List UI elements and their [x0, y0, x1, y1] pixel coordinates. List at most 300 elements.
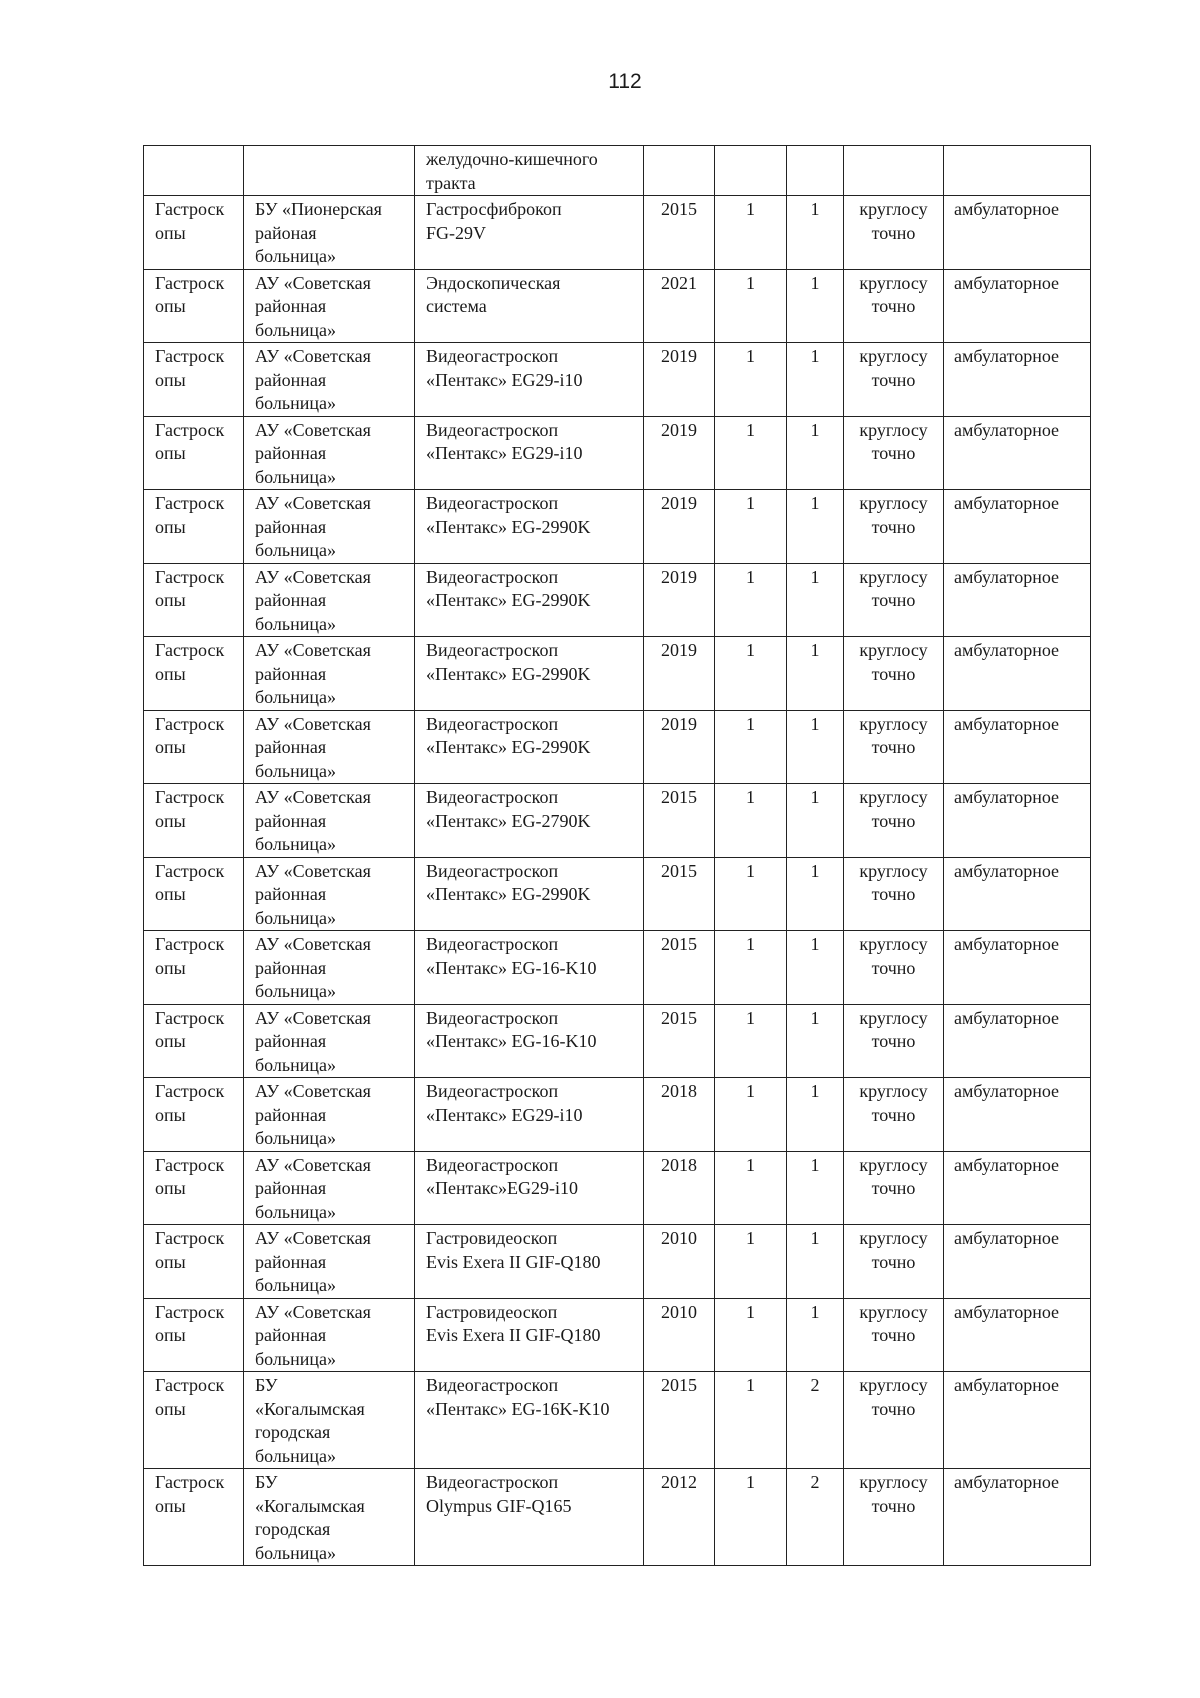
- organization-line: районная: [255, 957, 327, 978]
- count-cell: 1: [787, 416, 844, 490]
- model-line: «Пентакс» EG-2990K: [426, 663, 591, 684]
- model-line: Видеогастроскоп: [426, 419, 559, 440]
- equipment-type-line: опы: [155, 1178, 186, 1198]
- schedule-line: точно: [871, 884, 916, 904]
- schedule-line: круглосу: [859, 1375, 928, 1395]
- model-cell: [415, 1078, 644, 1152]
- year-cell: 2012: [644, 1469, 715, 1566]
- organization-line: «Когалымская: [255, 1398, 365, 1419]
- quantity-cell: 1: [715, 490, 787, 564]
- organization-line: АУ «Советская: [255, 346, 371, 366]
- schedule-line: круглосу: [859, 566, 928, 587]
- equipment-type-line: Гастроск: [155, 713, 225, 734]
- model-line: Видеогастроскоп: [426, 713, 559, 734]
- organization-cell: [244, 269, 415, 343]
- quantity-cell: 1: [715, 1372, 787, 1469]
- year-cell: 2019: [644, 710, 715, 784]
- organization-line: районная: [255, 737, 327, 757]
- schedule-cell: [844, 196, 944, 270]
- model-cell: [415, 416, 644, 490]
- quantity-cell: 1: [715, 343, 787, 417]
- schedule-line: точно: [871, 1398, 916, 1419]
- care-type-cell: амбулаторное: [944, 1004, 1091, 1078]
- model-line: «Пентакс» EG-16-K10: [426, 1031, 597, 1051]
- schedule-line: точно: [871, 516, 916, 537]
- schedule-line: точно: [871, 296, 916, 316]
- model-cell: [415, 710, 644, 784]
- organization-line: районная: [255, 1031, 327, 1051]
- equipment-type-line: опы: [155, 1104, 186, 1125]
- model-cell: [415, 146, 644, 196]
- care-type-cell: амбулаторное: [944, 490, 1091, 564]
- quantity-cell: 1: [715, 196, 787, 270]
- care-type-cell: амбулаторное: [944, 1372, 1091, 1469]
- model-line: Видеогастроскоп: [426, 566, 559, 587]
- model-line: Видеогастроскоп: [426, 346, 559, 366]
- organization-cell: [244, 563, 415, 637]
- care-type-cell: амбулаторное: [944, 857, 1091, 931]
- organization-line: больница»: [255, 981, 336, 1001]
- equipment-type-cell: [144, 710, 244, 784]
- model-line: Гастросфиброкоп: [426, 199, 562, 219]
- organization-line: АУ «Советская: [255, 640, 371, 660]
- schedule-line: круглосу: [859, 493, 928, 513]
- equipment-type-cell: [144, 146, 244, 196]
- equipment-type-cell: [144, 196, 244, 270]
- schedule-cell: [844, 784, 944, 858]
- organization-cell: [244, 416, 415, 490]
- organization-line: АУ «Советская: [255, 787, 371, 807]
- organization-line: больница»: [255, 540, 336, 560]
- equipment-table: [143, 145, 1091, 1566]
- year-cell: 2015: [644, 857, 715, 931]
- model-line: «Пентакс» EG-2990K: [426, 884, 591, 904]
- organization-cell: [244, 1078, 415, 1152]
- schedule-cell: [844, 637, 944, 711]
- organization-line: районная: [255, 516, 327, 537]
- care-type-cell: амбулаторное: [944, 416, 1091, 490]
- quantity-cell: 1: [715, 931, 787, 1005]
- year-cell: 2019: [644, 416, 715, 490]
- year-cell: 2021: [644, 269, 715, 343]
- count-cell: 1: [787, 563, 844, 637]
- care-type-cell: амбулаторное: [944, 343, 1091, 417]
- table-row: [144, 931, 1091, 1005]
- equipment-type-line: Гастроск: [155, 860, 225, 881]
- equipment-type-line: Гастроск: [155, 1007, 225, 1028]
- organization-line: БУ «Пионерская: [255, 199, 382, 219]
- equipment-type-cell: [144, 1004, 244, 1078]
- organization-line: АУ «Советская: [255, 1154, 371, 1175]
- year-cell: [644, 146, 715, 196]
- organization-line: больница»: [255, 1128, 336, 1148]
- equipment-type-line: опы: [155, 443, 186, 463]
- model-cell: [415, 1004, 644, 1078]
- equipment-type-cell: [144, 784, 244, 858]
- schedule-cell: [844, 710, 944, 784]
- model-line: Видеогастроскоп: [426, 640, 559, 660]
- model-cell: [415, 196, 644, 270]
- quantity-cell: 1: [715, 1078, 787, 1152]
- year-cell: 2015: [644, 1004, 715, 1078]
- organization-line: больница»: [255, 1348, 336, 1369]
- quantity-cell: [715, 146, 787, 196]
- equipment-type-line: опы: [155, 1398, 186, 1419]
- count-cell: 1: [787, 196, 844, 270]
- table-row: [144, 1298, 1091, 1372]
- care-type-cell: амбулаторное: [944, 1151, 1091, 1225]
- model-line: желудочно-кишечного: [426, 149, 598, 169]
- schedule-line: круглосу: [859, 419, 928, 440]
- organization-line: БУ: [255, 1375, 278, 1395]
- model-line: Видеогастроскоп: [426, 493, 559, 513]
- schedule-line: круглосу: [859, 1154, 928, 1175]
- organization-cell: [244, 1372, 415, 1469]
- equipment-type-line: опы: [155, 590, 186, 610]
- schedule-line: точно: [871, 1178, 916, 1198]
- organization-cell: [244, 196, 415, 270]
- care-type-cell: амбулаторное: [944, 784, 1091, 858]
- organization-cell: [244, 710, 415, 784]
- quantity-cell: 1: [715, 1225, 787, 1299]
- organization-line: БУ: [255, 1472, 278, 1492]
- schedule-line: точно: [871, 443, 916, 463]
- table-body: [144, 146, 1091, 1566]
- model-line: Эндоскопическая: [426, 272, 561, 293]
- count-cell: 1: [787, 1151, 844, 1225]
- organization-line: больница»: [255, 760, 336, 781]
- equipment-type-line: опы: [155, 222, 186, 243]
- care-type-cell: [944, 146, 1091, 196]
- equipment-type-line: опы: [155, 1325, 186, 1345]
- organization-line: больница»: [255, 466, 336, 487]
- care-type-cell: амбулаторное: [944, 1078, 1091, 1152]
- organization-line: больница»: [255, 246, 336, 266]
- model-line: Evis Exera II GIF-Q180: [426, 1251, 601, 1272]
- schedule-line: точно: [871, 1031, 916, 1051]
- schedule-line: круглосу: [859, 640, 928, 660]
- schedule-cell: [844, 1151, 944, 1225]
- count-cell: 1: [787, 1298, 844, 1372]
- equipment-type-line: опы: [155, 957, 186, 978]
- year-cell: 2010: [644, 1225, 715, 1299]
- organization-line: «Когалымская: [255, 1495, 365, 1516]
- organization-line: больница»: [255, 1054, 336, 1075]
- equipment-type-line: опы: [155, 369, 186, 390]
- schedule-cell: [844, 269, 944, 343]
- equipment-type-line: опы: [155, 663, 186, 684]
- organization-line: городская: [255, 1519, 331, 1539]
- organization-line: больница»: [255, 1445, 336, 1466]
- count-cell: 1: [787, 784, 844, 858]
- equipment-type-line: опы: [155, 516, 186, 537]
- organization-cell: [244, 1151, 415, 1225]
- equipment-type-line: опы: [155, 810, 186, 831]
- organization-line: АУ «Советская: [255, 1007, 371, 1028]
- equipment-type-line: Гастроск: [155, 199, 225, 219]
- quantity-cell: 1: [715, 637, 787, 711]
- year-cell: 2019: [644, 637, 715, 711]
- model-cell: [415, 563, 644, 637]
- model-line: «Пентакс» EG-16-K10: [426, 957, 597, 978]
- schedule-cell: [844, 1004, 944, 1078]
- table-row: [144, 563, 1091, 637]
- care-type-cell: амбулаторное: [944, 563, 1091, 637]
- organization-line: больница»: [255, 687, 336, 707]
- equipment-type-cell: [144, 416, 244, 490]
- equipment-type-cell: [144, 1469, 244, 1566]
- equipment-type-cell: [144, 931, 244, 1005]
- model-line: Видеогастроскоп: [426, 1375, 559, 1395]
- equipment-type-line: Гастроск: [155, 1154, 225, 1175]
- page-number: 112: [608, 70, 642, 93]
- schedule-line: круглосу: [859, 199, 928, 219]
- equipment-type-line: Гастроск: [155, 640, 225, 660]
- equipment-type-line: Гастроск: [155, 1375, 225, 1395]
- organization-line: АУ «Советская: [255, 1228, 371, 1248]
- schedule-cell: [844, 563, 944, 637]
- model-cell: [415, 1372, 644, 1469]
- equipment-type-line: Гастроск: [155, 493, 225, 513]
- schedule-line: точно: [871, 737, 916, 757]
- table-row: [144, 637, 1091, 711]
- schedule-line: точно: [871, 1104, 916, 1125]
- model-line: «Пентакс» EG-2990K: [426, 516, 591, 537]
- equipment-type-line: Гастроск: [155, 1472, 225, 1492]
- schedule-cell: [844, 1225, 944, 1299]
- model-cell: [415, 343, 644, 417]
- organization-cell: [244, 146, 415, 196]
- equipment-type-line: опы: [155, 1031, 186, 1051]
- equipment-type-cell: [144, 1298, 244, 1372]
- schedule-line: круглосу: [859, 787, 928, 807]
- year-cell: 2018: [644, 1078, 715, 1152]
- schedule-cell: [844, 490, 944, 564]
- care-type-cell: амбулаторное: [944, 1298, 1091, 1372]
- care-type-cell: амбулаторное: [944, 269, 1091, 343]
- organization-line: районная: [255, 810, 327, 831]
- organization-line: больница»: [255, 1542, 336, 1563]
- count-cell: 1: [787, 931, 844, 1005]
- schedule-line: круглосу: [859, 1472, 928, 1492]
- schedule-line: круглосу: [859, 1081, 928, 1101]
- table-row: [144, 269, 1091, 343]
- table-row: [144, 416, 1091, 490]
- schedule-line: круглосу: [859, 1228, 928, 1248]
- count-cell: 1: [787, 269, 844, 343]
- equipment-type-cell: [144, 269, 244, 343]
- table-row: [144, 857, 1091, 931]
- model-line: Видеогастроскоп: [426, 1007, 559, 1028]
- table-row: [144, 1225, 1091, 1299]
- model-line: Видеогастроскоп: [426, 934, 559, 954]
- schedule-line: круглосу: [859, 934, 928, 954]
- model-line: Видеогастроскоп: [426, 1081, 559, 1101]
- care-type-cell: амбулаторное: [944, 1225, 1091, 1299]
- model-cell: [415, 784, 644, 858]
- organization-line: больница»: [255, 1201, 336, 1222]
- organization-line: АУ «Советская: [255, 1081, 371, 1101]
- equipment-type-line: Гастроск: [155, 566, 225, 587]
- equipment-type-line: Гастроск: [155, 346, 225, 366]
- care-type-cell: амбулаторное: [944, 710, 1091, 784]
- table-row: [144, 1078, 1091, 1152]
- organization-line: районная: [255, 1325, 327, 1345]
- year-cell: 2015: [644, 196, 715, 270]
- care-type-cell: амбулаторное: [944, 196, 1091, 270]
- care-type-cell: амбулаторное: [944, 637, 1091, 711]
- organization-line: больница»: [255, 319, 336, 340]
- year-cell: 2010: [644, 1298, 715, 1372]
- count-cell: 1: [787, 343, 844, 417]
- equipment-type-line: опы: [155, 884, 186, 904]
- model-line: FG-29V: [426, 222, 487, 243]
- count-cell: 1: [787, 857, 844, 931]
- equipment-type-cell: [144, 490, 244, 564]
- organization-line: районная: [255, 590, 327, 610]
- table-row: [144, 1004, 1091, 1078]
- model-line: «Пентакс» EG29-i10: [426, 1104, 583, 1125]
- schedule-cell: [844, 857, 944, 931]
- schedule-line: точно: [871, 1251, 916, 1272]
- schedule-line: круглосу: [859, 860, 928, 881]
- organization-line: городская: [255, 1422, 331, 1442]
- equipment-type-cell: [144, 563, 244, 637]
- model-line: Evis Exera II GIF-Q180: [426, 1325, 601, 1345]
- organization-cell: [244, 490, 415, 564]
- schedule-line: круглосу: [859, 1301, 928, 1322]
- schedule-line: круглосу: [859, 346, 928, 366]
- schedule-cell: [844, 931, 944, 1005]
- model-line: «Пентакс» EG-16K-K10: [426, 1398, 610, 1419]
- model-cell: [415, 269, 644, 343]
- model-line: Видеогастроскоп: [426, 1472, 559, 1492]
- organization-cell: [244, 1469, 415, 1566]
- equipment-type-line: Гастроск: [155, 1228, 225, 1248]
- organization-line: районная: [255, 369, 327, 390]
- organization-line: больница»: [255, 1275, 336, 1295]
- schedule-cell: [844, 1372, 944, 1469]
- table-row: [144, 196, 1091, 270]
- organization-line: районная: [255, 1251, 327, 1272]
- model-cell: [415, 1298, 644, 1372]
- schedule-line: круглосу: [859, 1007, 928, 1028]
- quantity-cell: 1: [715, 784, 787, 858]
- count-cell: 1: [787, 637, 844, 711]
- schedule-cell: [844, 1469, 944, 1566]
- care-type-cell: амбулаторное: [944, 1469, 1091, 1566]
- model-line: Гастровидеоскоп: [426, 1228, 558, 1248]
- model-cell: [415, 1469, 644, 1566]
- count-cell: 2: [787, 1372, 844, 1469]
- count-cell: [787, 146, 844, 196]
- schedule-line: точно: [871, 957, 916, 978]
- model-line: «Пентакс» EG-2790K: [426, 810, 591, 831]
- equipment-type-cell: [144, 1078, 244, 1152]
- schedule-line: круглосу: [859, 713, 928, 734]
- model-line: Видеогастроскоп: [426, 860, 559, 881]
- model-cell: [415, 1225, 644, 1299]
- organization-line: АУ «Советская: [255, 934, 371, 954]
- quantity-cell: 1: [715, 1298, 787, 1372]
- model-line: Видеогастроскоп: [426, 787, 559, 807]
- organization-line: АУ «Советская: [255, 1301, 371, 1322]
- quantity-cell: 1: [715, 1004, 787, 1078]
- table-row: [144, 1151, 1091, 1225]
- quantity-cell: 1: [715, 1151, 787, 1225]
- schedule-cell: [844, 343, 944, 417]
- model-line: «Пентакс»EG29-i10: [426, 1178, 578, 1198]
- equipment-type-cell: [144, 637, 244, 711]
- schedule-line: точно: [871, 663, 916, 684]
- schedule-line: точно: [871, 590, 916, 610]
- model-cell: [415, 1151, 644, 1225]
- organization-cell: [244, 931, 415, 1005]
- schedule-line: точно: [871, 1495, 916, 1516]
- model-line: тракта: [426, 172, 476, 193]
- model-line: Видеогастроскоп: [426, 1154, 559, 1175]
- equipment-type-cell: [144, 1225, 244, 1299]
- quantity-cell: 1: [715, 857, 787, 931]
- schedule-line: точно: [871, 222, 916, 243]
- table-row: [144, 146, 1091, 196]
- equipment-type-cell: [144, 857, 244, 931]
- table-row: [144, 343, 1091, 417]
- organization-cell: [244, 343, 415, 417]
- count-cell: 2: [787, 1469, 844, 1566]
- organization-cell: [244, 784, 415, 858]
- count-cell: 1: [787, 1004, 844, 1078]
- equipment-type-line: Гастроск: [155, 934, 225, 954]
- organization-line: АУ «Советская: [255, 493, 371, 513]
- equipment-type-cell: [144, 1372, 244, 1469]
- organization-cell: [244, 1298, 415, 1372]
- table-row: [144, 710, 1091, 784]
- equipment-type-line: Гастроск: [155, 787, 225, 807]
- schedule-cell: [844, 416, 944, 490]
- equipment-type-cell: [144, 343, 244, 417]
- year-cell: 2019: [644, 490, 715, 564]
- table-row: [144, 490, 1091, 564]
- organization-line: больница»: [255, 393, 336, 413]
- organization-line: АУ «Советская: [255, 713, 371, 734]
- organization-line: АУ «Советская: [255, 860, 371, 881]
- model-line: система: [426, 296, 487, 316]
- model-line: «Пентакс» EG29-i10: [426, 369, 583, 390]
- organization-line: районная: [255, 1178, 327, 1198]
- model-line: Гастровидеоскоп: [426, 1301, 558, 1322]
- organization-cell: [244, 857, 415, 931]
- organization-line: районная: [255, 663, 327, 684]
- quantity-cell: 1: [715, 416, 787, 490]
- organization-cell: [244, 1004, 415, 1078]
- table-row: [144, 784, 1091, 858]
- organization-line: больница»: [255, 613, 336, 634]
- model-line: «Пентакс» EG-2990K: [426, 737, 591, 757]
- organization-line: больница»: [255, 907, 336, 928]
- count-cell: 1: [787, 1225, 844, 1299]
- organization-cell: [244, 637, 415, 711]
- model-line: «Пентакс» EG29-i10: [426, 443, 583, 463]
- equipment-type-line: Гастроск: [155, 1081, 225, 1101]
- schedule-cell: [844, 146, 944, 196]
- organization-line: районная: [255, 884, 327, 904]
- model-cell: [415, 637, 644, 711]
- year-cell: 2015: [644, 784, 715, 858]
- equipment-type-cell: [144, 1151, 244, 1225]
- table-row: [144, 1469, 1091, 1566]
- organization-line: районная: [255, 1104, 327, 1125]
